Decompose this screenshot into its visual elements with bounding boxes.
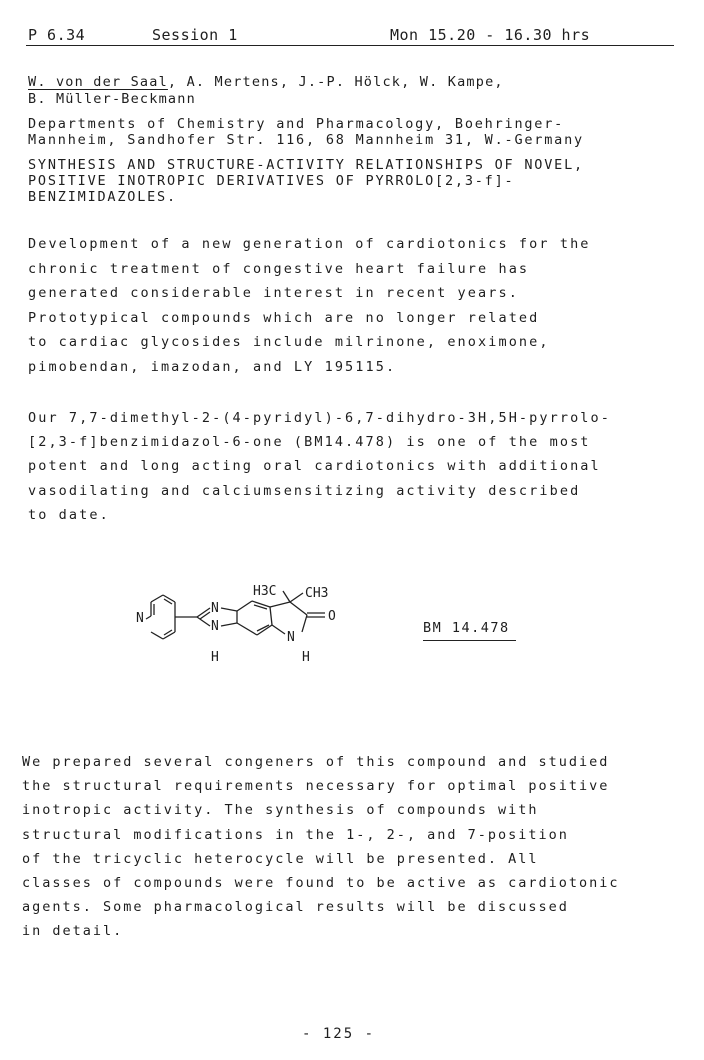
authors-line-1 [28, 74, 504, 91]
paragraph-3-line: of the tricyclic heterocycle will be presented. All [22, 850, 539, 867]
compound-label: BM 14.478 [423, 620, 516, 641]
title-line-2: POSITIVE INOTROPIC DERIVATIVES OF PYRROLO[2,3-f]- [28, 173, 515, 189]
atom-n-imidazole-top: N [211, 601, 219, 616]
paragraph-1-line: generated considerable interest in recent years. [28, 285, 519, 301]
co-authors: , A. Mertens, J.-P. Hölck, W. Kampe, [167, 74, 504, 90]
paragraph-2-line: [2,3-f]benzimidazol-6-one (BM14.478) is one of the most [28, 434, 591, 451]
paragraph-3-line: We prepared several congeners of this compound and studied [22, 754, 610, 770]
atom-h-imidazole: H [211, 650, 219, 665]
paragraph-1-line: Prototypical compounds which are no longer related [28, 309, 540, 326]
paragraph-3 [22, 750, 620, 944]
paragraph-3-line: the structural requirements necessary for optimal positive [22, 778, 610, 795]
affiliation-line-1: Departments of Chemistry and Pharmacology, Boehringer- [28, 116, 565, 132]
paragraph-1-line: pimobendan, imazodan, and LY 195115. [28, 358, 397, 375]
paragraph-3-line: structural modifications in the 1-, 2-, and 7-position [22, 826, 569, 843]
paragraph-1 [28, 232, 591, 379]
paragraph-1-line: Development of a new generation of cardiotonics for the [28, 236, 591, 252]
structure-bonds [146, 591, 325, 639]
title-line-1: SYNTHESIS AND STRUCTURE-ACTIVITY RELATIONSHIPS OF NOVEL, [28, 157, 584, 173]
abstract-code: P 6.34 [28, 26, 86, 44]
paragraph-3-line: agents. Some pharmacological results will be discussed [22, 899, 569, 916]
session-label: Session 1 [152, 26, 238, 44]
atom-n-pyridine: N [136, 611, 144, 626]
affiliation-line-2: Mannheim, Sandhofer Str. 116, 68 Mannheim 31, W.-Germany [28, 132, 584, 148]
atom-h-lactam: H [302, 650, 310, 665]
authors-line-2: B. Müller-Beckmann [28, 91, 196, 107]
atom-n-imidazole-bottom: N [211, 619, 219, 634]
paragraph-2-line: to date. [28, 506, 110, 523]
paragraph-2-line: potent and long acting oral cardiotonics with additional [28, 458, 601, 475]
page-number: - 125 - [302, 1026, 376, 1042]
paragraph-1-line: to cardiac glycosides include milrinone, enoximone, [28, 334, 550, 350]
header-rule [26, 45, 674, 46]
paragraph-1-line: chronic treatment of congestive heart failure has [28, 260, 530, 277]
paragraph-3-line: in detail. [22, 923, 124, 940]
paragraph-2-line: Our 7,7-dimethyl-2-(4-pyridyl)-6,7-dihydro-3H,5H-pyrrolo- [28, 410, 611, 426]
paragraph-2 [28, 406, 611, 527]
presenting-author: W. von der Saal [28, 74, 168, 90]
atom-methyl-right: CH3 [305, 586, 329, 601]
paragraph-3-line: inotropic activity. The synthesis of compounds with [22, 802, 539, 819]
atom-methyl-left: H3C [253, 584, 277, 599]
paragraph-2-line: vasodilating and calciumsensitizing activity described [28, 482, 581, 499]
paragraph-3-line: classes of compounds were found to be active as cardiotonic [22, 875, 620, 892]
title-line-3: BENZIMIDAZOLES. [28, 189, 177, 205]
session-time: Mon 15.20 - 16.30 hrs [390, 26, 591, 44]
atom-n-lactam: N [287, 630, 295, 645]
chemical-structure-diagram [125, 575, 375, 675]
atom-oxygen: O [328, 609, 336, 624]
